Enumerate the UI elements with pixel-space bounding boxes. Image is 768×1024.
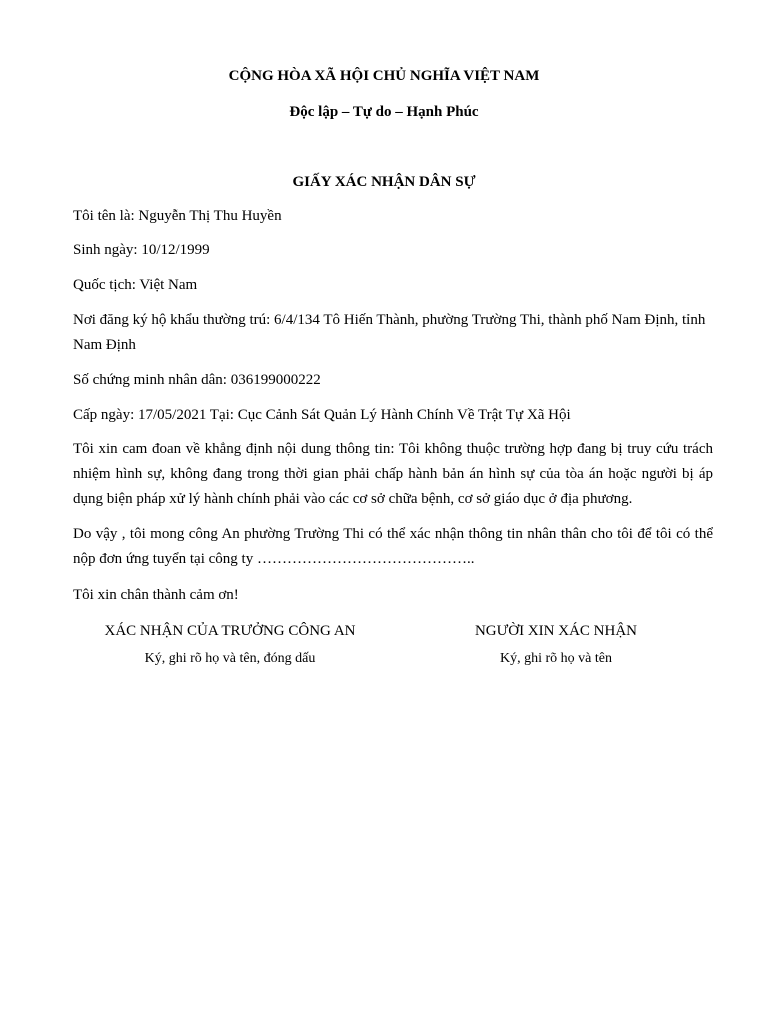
signature-block-applicant: [436, 621, 676, 669]
document-title: GIẤY XÁC NHẬN DÂN SỰ: [292, 174, 476, 190]
thanks-line: Tôi xin chân thành cảm ơn!: [73, 587, 239, 603]
signature-block-police: [80, 621, 380, 669]
dob-line: Sinh ngày: 10/12/1999: [73, 242, 210, 258]
id-line: Số chứng minh nhân dân: 036199000222: [73, 372, 321, 388]
nationality-line: Quốc tịch: Việt Nam: [73, 277, 198, 293]
residence-line: Nơi đăng ký hộ khẩu thường trú: 6/4/134 Tô Hiến Thành, phường Trường Thi, thành phố Nam Định, tỉnh Nam Định: [73, 312, 706, 353]
request-paragraph: Do vậy , tôi mong công An phường Trường Thi có thể xác nhận thông tin nhân thân cho tôi để tôi có thể nộp đơn ứng tuyển tại công ty ……………………………………..: [73, 526, 713, 567]
applicant-signature-note: Ký, ghi rõ họ và tên: [500, 651, 612, 666]
commitment-paragraph: Tôi xin cam đoan về khẳng định nội dung thông tin: Tôi không thuộc trường hợp đang bị truy cứu trách nhiệm hình sự, không đang trong thời gian phải chấp hành bản án hình sự của tòa án hoặc người bị áp dụng biện pháp xử lý hành chính phải vào các cơ sở chữa bệnh, cơ sở giáo dục ở địa phương.: [73, 441, 713, 507]
applicant-signature-title: NGƯỜI XIN XÁC NHẬN: [474, 623, 638, 639]
police-signature-note: Ký, ghi rõ họ và tên, đóng dấu: [144, 651, 316, 666]
name-line: Tôi tên là: Nguyễn Thị Thu Huyền: [73, 208, 282, 224]
national-title: CỘNG HÒA XÃ HỘI CHỦ NGHĨA VIỆT NAM: [228, 68, 540, 84]
police-signature-title: XÁC NHẬN CỦA TRƯỞNG CÔNG AN: [104, 623, 356, 639]
issue-line: Cấp ngày: 17/05/2021 Tại: Cục Cảnh Sát Quản Lý Hành Chính Về Trật Tự Xã Hội: [73, 407, 571, 423]
motto: Độc lập – Tự do – Hạnh Phúc: [289, 104, 479, 120]
